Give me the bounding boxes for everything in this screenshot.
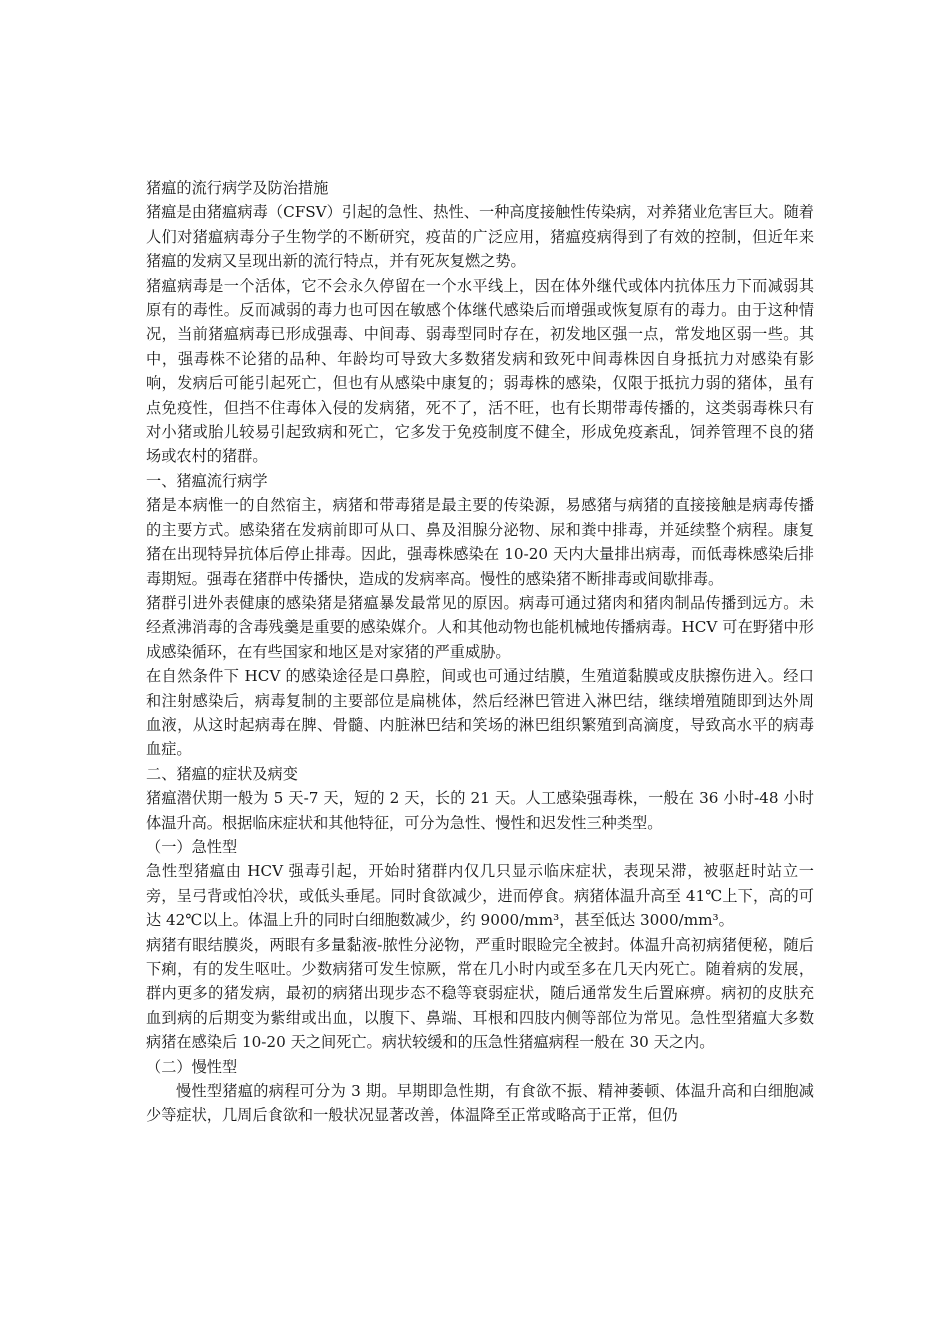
section-heading: 二、猪瘟的症状及病变 <box>146 764 298 783</box>
paragraph: 猪瘟病毒是一个活体，它不会永久停留在一个水平线上，因在体外继代或体内抗体压力下而减弱其原有的毒性。反而减弱的毒力也可因在敏感个体继代感染后而增强或恢复原有的毒力。由于这种情况，当前猪瘟病毒已形成强毒、中间毒、弱毒型同时存在，初发地区强一点，常发地区弱一些。其中，强毒株不论猪的品种、年龄均可导致大多数猪发病和致死中间毒株因自身抵抗力对感染有影响，发病后可能引起死亡，但也有从感染中康复的；弱毒株的感染，仅限于抵抗力弱的猪体，虽有点免疫性，但挡不住毒体入侵的发病猪，死不了，活不旺，也有长期带毒传播的，这类弱毒株只有对小猪或胎儿较易引起致病和死亡，它多发于免疫制度不健全，形成免疫紊乱，饲养管理不良的猪场或农村的猪群。 <box>146 276 814 466</box>
paragraph: 猪瘟是由猪瘟病毒（CFSV）引起的急性、热性、一种高度接触性传染病，对养猪业危害巨大。随着人们对猪瘟病毒分子生物学的不断研究，疫苗的广泛应用，猪瘟疫病得到了有效的控制，但近年来猪瘟的发病又呈现出新的流行特点，并有死灰复燃之势。 <box>146 203 814 271</box>
section-heading: 一、猪瘟流行病学 <box>146 471 268 490</box>
paragraph: 急性型猪瘟由 HCV 强毒引起，开始时猪群内仅几只显示临床症状，表现呆滞，被驱赶时站立一旁，呈弓背或怕冷状，或低头垂尾。同时食欲减少，进而停食。病猪体温升高至 41℃上下，高的可达 42℃以上。体温上升的同时白细胞数减少，约 9000/mm³，甚至低达 3000/mm³。 <box>146 862 814 930</box>
subsection-heading: （二）慢性型 <box>146 1057 238 1076</box>
document-title: 猪瘟的流行病学及防治措施 <box>146 179 329 197</box>
paragraph: 猪瘟潜伏期一般为 5 天-7 天，短的 2 天，长的 21 天。人工感染强毒株，一般在 36 小时-48 小时体温升高。根据临床症状和其他特征，可分为急性、慢性和迟发性三种类型。 <box>146 789 814 832</box>
paragraph: 猪是本病惟一的自然宿主，病猪和带毒猪是最主要的传染源，易感猪与病猪的直接接触是病毒传播的主要方式。感染猪在发病前即可从口、鼻及泪腺分泌物、尿和粪中排毒，并延续整个病程。康复猪在出现特异抗体后停止排毒。因此，强毒株感染在 10-20 天内大量排出病毒，而低毒株感染后排毒期短。强毒在猪群中传播快，造成的发病率高。慢性的感染猪不断排毒或间歇排毒。 <box>146 496 814 588</box>
document-page <box>146 176 814 1128</box>
paragraph: 猪群引进外表健康的感染猪是猪瘟暴发最常见的原因。病毒可通过猪肉和猪肉制品传播到远方。未经煮沸消毒的含毒残羹是重要的感染媒介。人和其他动物也能机械地传播病毒。HCV 可在野猪中形成感染循环，在有些国家和地区是对家猪的严重威胁。 <box>146 593 814 661</box>
paragraph: 在自然条件下 HCV 的感染途径是口鼻腔，间或也可通过结膜，生殖道黏膜或皮肤擦伤进入。经口和注射感染后，病毒复制的主要部位是扁桃体，然后经淋巴管进入淋巴结，继续增殖随即到达外周血液，从这时起病毒在脾、骨髓、内脏淋巴结和笑场的淋巴组织繁殖到高滴度，导致高水平的病毒血症。 <box>146 667 814 759</box>
subsection-heading: （一）急性型 <box>146 837 238 856</box>
paragraph: 病猪有眼结膜炎，两眼有多量黏液-脓性分泌物，严重时眼睑完全被封。体温升高初病猪便秘，随后下痢，有的发生呕吐。少数病猪可发生惊厥，常在几小时内或至多在几天内死亡。随着病的发展，群内更多的猪发病，最初的病猪出现步态不稳等衰弱症状，随后通常发生后置麻痹。病初的皮肤充血到病的后期变为紫绀或出血，以腹下、鼻端、耳根和四肢内侧等部位为常见。急性型猪瘟大多数病猪在感染后 10-20 天之间死亡。病状较缓和的压急性猪瘟病程一般在 30 天之内。 <box>146 935 814 1052</box>
paragraph: 慢性型猪瘟的病程可分为 3 期。早期即急性期，有食欲不振、精神萎顿、体温升高和白细胞减少等症状，几周后食欲和一般状况显著改善，体温降至正常或略高于正常，但仍 <box>146 1082 814 1125</box>
